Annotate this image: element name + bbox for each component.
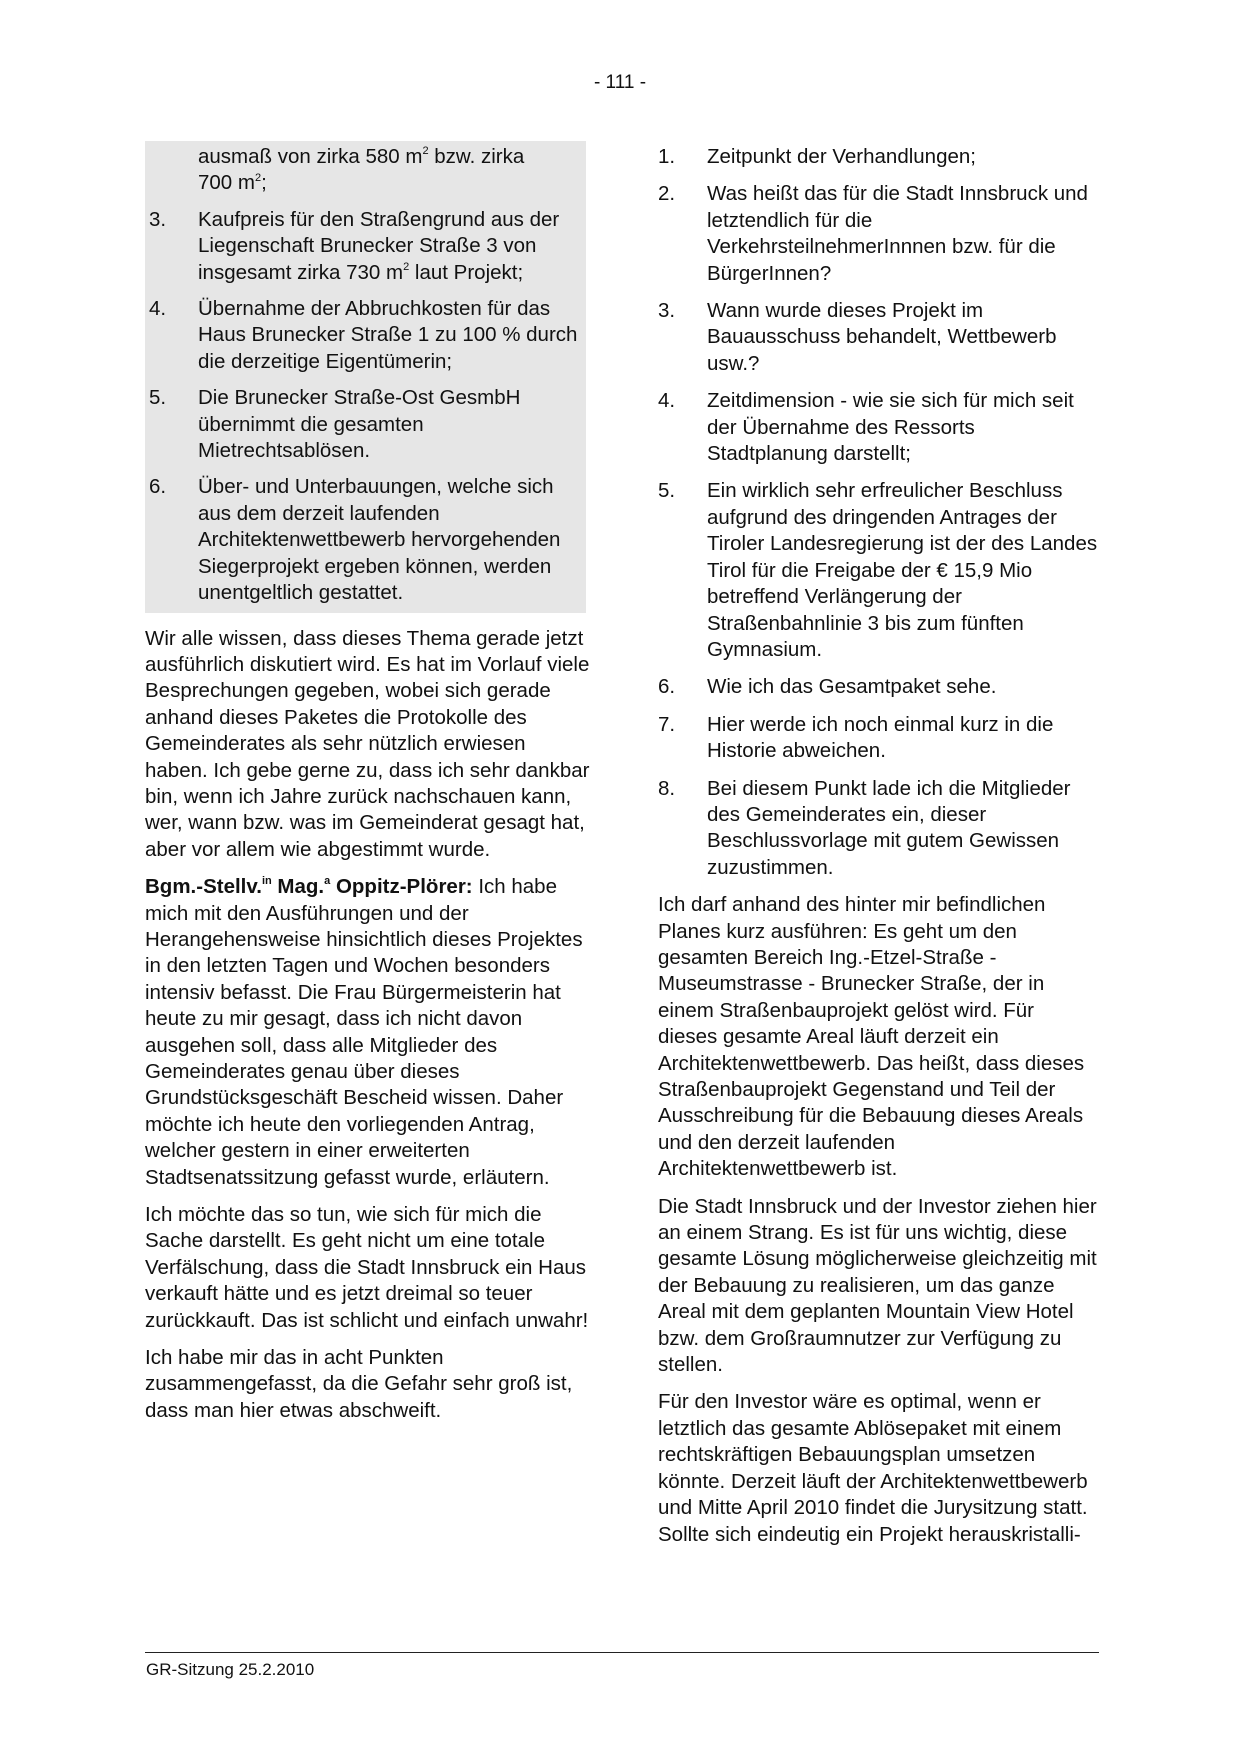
list-item: 3. Kaufpreis für den Straßengrund aus der Liegenschaft Brunecker Straße 3 von insgesamt zirka 730 $m^2$ laut Projekt; <box>149 207 560 284</box>
paragraph: Wir alle wissen, dass dieses Thema gerade jetzt ausführlich diskutiert wird. Es hat im Vorlauf viele Besprechungen gegeben, wobei sich gerade anhand dieses Paketes die Protokolle des Gemeinderates als sehr nützlich erwiesen haben. Ich gebe gerne zu, dass ich sehr dankbar bin, wenn ich Jahre zurück nachschauen kann, wer, wann bzw. was im Gemeinderat gesagt hat, aber vor allem wie abgestimmt wurde. <box>145 626 590 861</box>
list-item-continuation: ausmaß von zirka 580 $m^2$ bzw. zirka 700 $m^2$; <box>198 145 525 195</box>
footer-text: GR-Sitzung 25.2.2010 <box>146 1660 315 1679</box>
highlighted-motion-block <box>145 141 586 613</box>
list-item: 8. Bei diesem Punkt lade ich die Mitglieder des Gemeinderates ein, dieser Beschlussvorlage mit gutem Gewissen zuzustimmen. <box>658 776 1071 879</box>
list-item: 4. Übernahme der Abbruchkosten für das Haus Brunecker Straße 1 zu 100 % durch die derzeitige Eigentümerin; <box>149 297 578 373</box>
list-item: 1. Zeitpunkt der Verhandlungen; <box>658 145 976 168</box>
numbered-list <box>658 144 1098 881</box>
list-item: 7. Hier werde ich noch einmal kurz in die Historie abweichen. <box>658 712 1054 763</box>
list-item: 6. Über- und Unterbauungen, welche sich aus dem derzeit laufenden Architektenwettbewerb hervorgehenden Siegerprojekt ergeben können, werden unentgeltlich gestattet. <box>149 475 561 605</box>
left-column <box>145 144 590 1435</box>
list-item: 3. Wann wurde dieses Projekt im Bauausschuss behandelt, Wettbewerb usw.? <box>658 299 1057 375</box>
paragraph: Ich möchte das so tun, wie sich für mich die Sache darstellt. Es geht nicht um eine totale Verfälschung, dass die Stadt Innsbruck ein Haus verkauft hätte und es jetzt dreimal so teuer zurückkauft. Das ist schlicht und einfach unwahr! <box>145 1203 589 1332</box>
paragraph: Ich darf anhand des hinter mir befindlichen Planes kurz ausführen: Es geht um den gesamten Bereich Ing.-Etzel-Straße - Museumstrasse - Brunecker Straße, der in einem Straßenbauprojekt gelöst wird. Für dieses gesamte Areal läuft derzeit ein Architektenwettbewerb. Das heißt, dass dieses Straßenbauprojekt Gegenstand und Teil der Ausschreibung für die Bebauung dieses Areals und den derzeit laufenden Architektenwettbewerb ist. <box>658 893 1085 1181</box>
paragraph: Für den Investor wäre es optimal, wenn er letztlich das gesamte Ablösepaket mit einem rechtskräftigen Bebauungsplan umsetzen könnte. Derzeit läuft der Architektenwettbewerb und Mitte April 2010 findet die Jurysitzung statt. Sollte sich eindeutig ein Projekt herauskristalli- <box>658 1390 1088 1546</box>
list-item: 2. Was heißt das für die Stadt Innsbruck und letztendlich für die VerkehrsteilnehmerInnnen bzw. für die BürgerInnen? <box>658 182 1088 285</box>
list-item: 4. Zeitdimension - wie sie sich für mich seit der Übernahme des Ressorts Stadtplanung darstellt; <box>658 389 1074 466</box>
list-item: 5. Die Brunecker Straße-Ost GesmbH übernimmt die gesamten Mietrechtsablösen. <box>149 386 521 463</box>
list-item: 6. Wie ich das Gesamtpaket sehe. <box>658 675 997 699</box>
paragraph: Ich habe mir das in acht Punkten zusammengefasst, da die Gefahr sehr groß ist, dass man hier etwas abschweift. <box>145 1346 573 1422</box>
speaker-name: Bgm.-Stellv.$^{in}$ Mag.$^a$ Oppitz-Plörer: <box>145 875 473 899</box>
page-number: - 111 - <box>593 72 647 93</box>
paragraph: Die Stadt Innsbruck und der Investor ziehen hier an einem Strang. Es ist für uns wichtig, diese gesamte Lösung möglicherweise gleichzeitig mit der Bebauung zu realisieren, um das ganze Areal mit dem geplanten Mountain View Hotel bzw. dem Großraumnutzer zur Verfügung zu stellen. <box>658 1194 1097 1377</box>
right-column <box>658 144 1098 1559</box>
list-item: 5. Ein wirklich sehr erfreulicher Beschluss aufgrund des dringenden Antrages der Tiroler Landesregierung ist der des Landes Tirol für die Freigabe der € 15,9 Mio betreffend Verlängerung der Straßenbahnlinie 3 bis zum fünften Gymnasium. <box>658 479 1098 661</box>
speaker-paragraph: Bgm.-Stellv.$^{in}$ Mag.$^a$ Oppitz-Plörer: Ich habe mich mit den Ausführungen und der Herangehensweise hinsichtlich dieses Projektes in den letzten Tagen und Wochen besonders intensiv befasst. Die Frau Bürgermeisterin hat heute zu mir gesagt, dass ich nicht davon ausgehen soll, dass alle Mitglieder des Gemeinderates genau über dieses Grundstücksgeschäft Bescheid wissen. Daher möchte ich heute den vorliegenden Antrag, welcher gestern in einer erweiterten Stadtsenatssitzung gefasst wurde, erläutern. <box>145 875 583 1189</box>
footer-divider <box>145 1652 1099 1653</box>
